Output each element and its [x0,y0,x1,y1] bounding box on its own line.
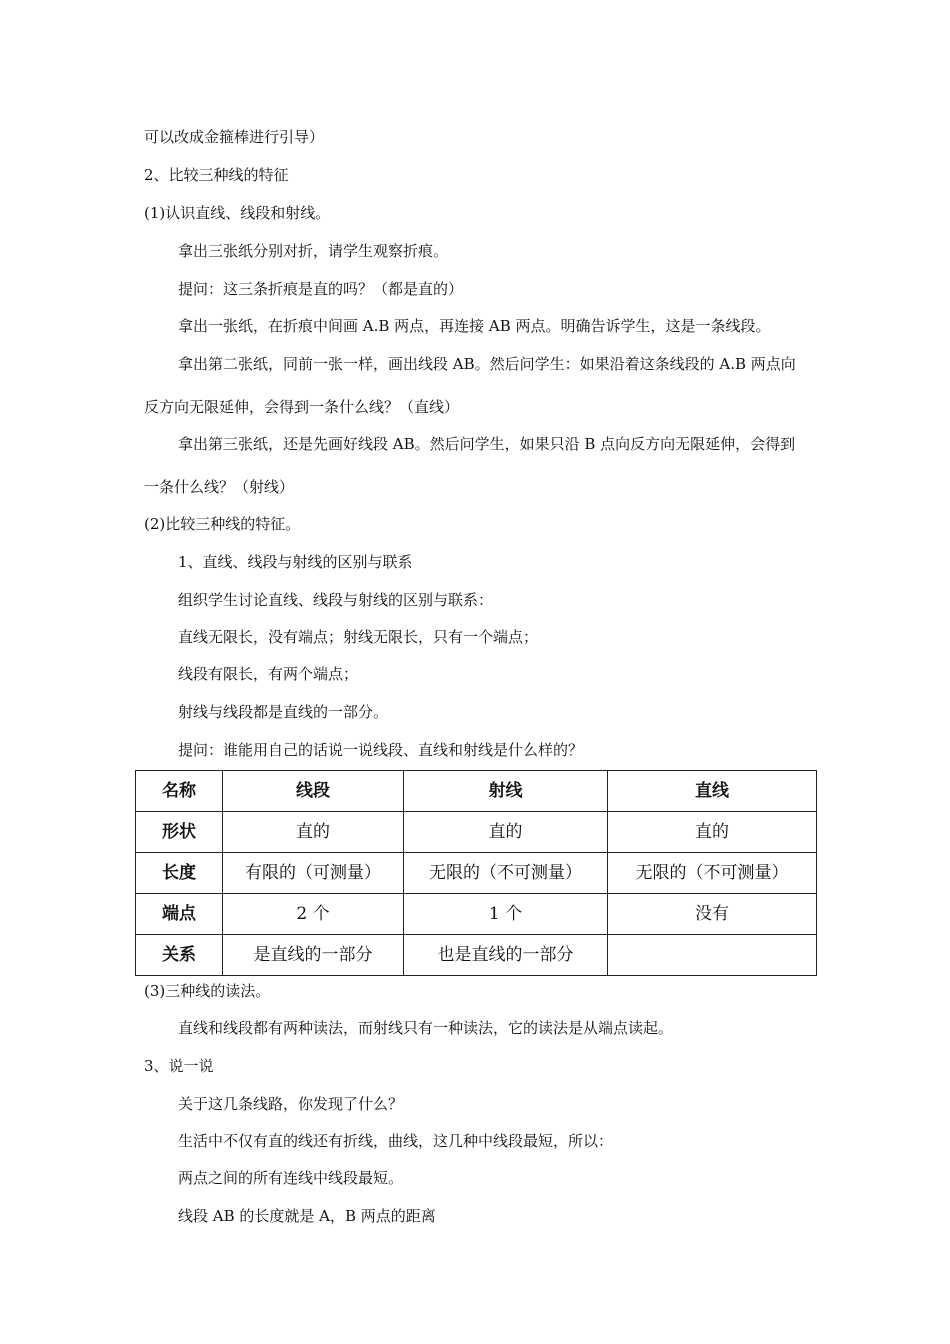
text-line: 可以改成金箍棒进行引导） [144,128,325,146]
comparison-table [135,770,817,976]
table-row [136,853,817,894]
text-line: 直线无限长，没有端点；射线无限长，只有一个端点； [178,628,539,646]
row-header-cell: 长度 [136,853,223,894]
table-header-cell: 线段 [223,771,404,812]
text-line: 1、直线、线段与射线的区别与联系 [178,553,413,571]
subsection-heading: (3)三种线的读法。 [144,982,271,1000]
text-line: 一条什么线？（射线） [144,478,295,496]
text-line: 直线和线段都有两种读法，而射线只有一种读法，它的读法是从端点读起。 [178,1019,674,1037]
table-cell: 无限的（不可测量） [404,853,608,894]
text-line: 拿出一张纸，在折痕中间画 A.B 两点，再连接 AB 两点。明确告诉学生，这是一条线段。 [178,317,771,335]
text-line: 射线与线段都是直线的一部分。 [178,703,389,721]
section-heading: 3、说一说 [144,1057,214,1075]
table-cell: 1 个 [404,894,608,935]
text-line: 关于这几条线路，你发现了什么？ [178,1095,404,1113]
row-header-cell: 关系 [136,935,223,976]
table-header-cell: 射线 [404,771,608,812]
text-line: 生活中不仅有直的线还有折线，曲线，这几种中线段最短，所以： [178,1132,614,1150]
table-cell: 2 个 [223,894,404,935]
table-cell: 直的 [223,812,404,853]
text-line: 线段 AB 的长度就是 A，B 两点的距离 [178,1207,436,1225]
text-line: 拿出第二张纸，同前一张一样，画出线段 AB。然后问学生：如果沿着这条线段的 A.B 两点向 [178,355,796,373]
table-row [136,894,817,935]
table-cell [608,935,817,976]
text-line: 拿出三张纸分别对折，请学生观察折痕。 [178,242,449,260]
text-line: 提问：这三条折痕是直的吗？（都是直的） [178,280,464,298]
row-header-cell: 形状 [136,812,223,853]
text-line: 拿出第三张纸，还是先画好线段 AB。然后问学生，如果只沿 B 点向反方向无限延伸，会得到 [178,435,796,453]
table-cell: 直的 [404,812,608,853]
subsection-heading: (1)认识直线、线段和射线。 [144,204,331,222]
table-cell: 没有 [608,894,817,935]
section-heading: 2、比较三种线的特征 [144,166,289,184]
text-line: 组织学生讨论直线、线段与射线的区别与联系： [178,591,494,609]
table-cell: 无限的（不可测量） [608,853,817,894]
table-cell: 直的 [608,812,817,853]
table-cell: 也是直线的一部分 [404,935,608,976]
table-row [136,935,817,976]
table-header-cell: 名称 [136,771,223,812]
text-line: 提问：谁能用自己的话说一说线段、直线和射线是什么样的？ [178,741,584,759]
table-row [136,812,817,853]
table-cell: 有限的（可测量） [223,853,404,894]
table-cell: 是直线的一部分 [223,935,404,976]
table-header-cell: 直线 [608,771,817,812]
text-line: 两点之间的所有连线中线段最短。 [178,1169,404,1187]
text-line: 线段有限长，有两个端点； [178,665,359,683]
text-line: 反方向无限延伸，会得到一条什么线？（直线） [144,398,460,416]
subsection-heading: (2)比较三种线的特征。 [144,515,301,533]
table-header-row [136,771,817,812]
row-header-cell: 端点 [136,894,223,935]
